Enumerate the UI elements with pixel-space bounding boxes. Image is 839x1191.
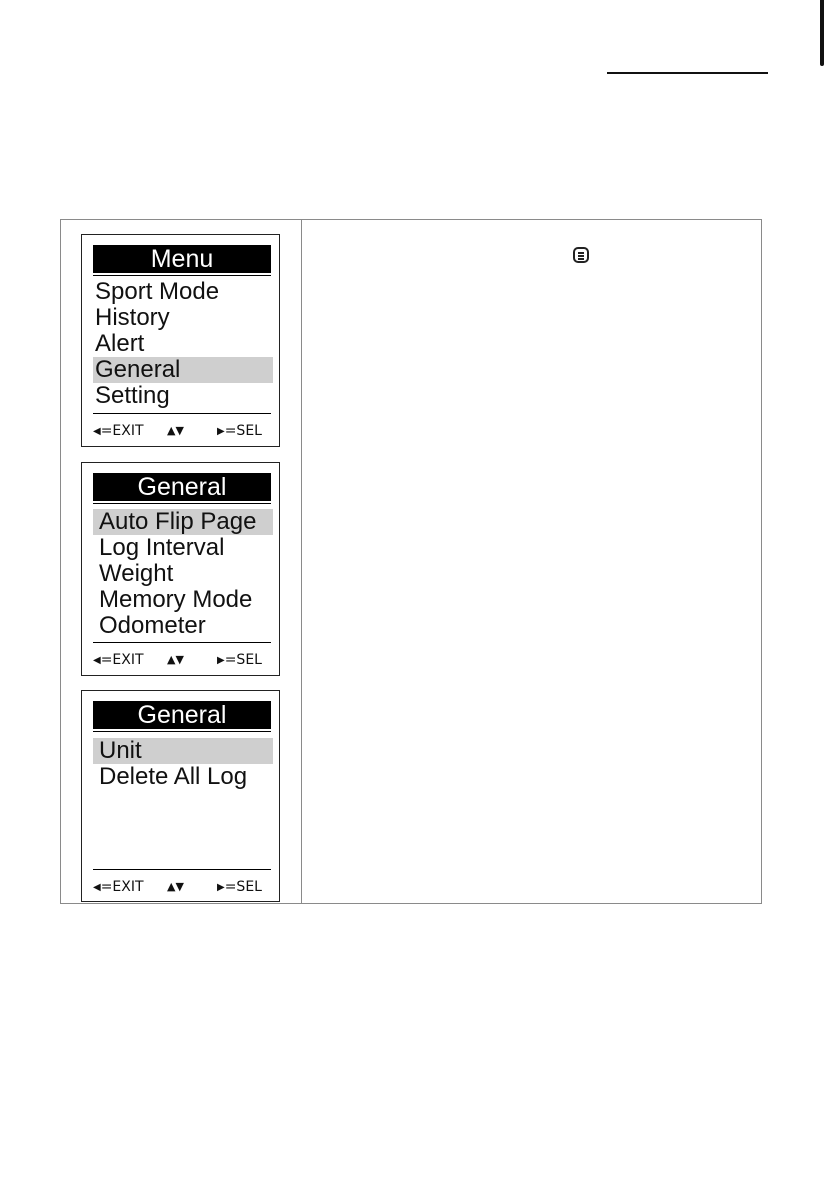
footer-rule (93, 413, 271, 414)
up-triangle-icon: ▲ (167, 653, 176, 666)
up-triangle-icon: ▲ (167, 424, 176, 437)
down-triangle-icon: ▼ (175, 880, 184, 893)
lcd-title: General (93, 701, 271, 729)
right-triangle-icon: ▶ (217, 655, 225, 666)
down-triangle-icon: ▼ (175, 653, 184, 666)
menu-item-log-interval[interactable]: Log Interval (99, 534, 225, 561)
lcd-footer (93, 422, 273, 440)
select-hint: ▶=SEL (217, 423, 262, 439)
title-rule (93, 731, 271, 732)
column-divider (301, 220, 302, 903)
select-hint: ▶=SEL (217, 652, 262, 668)
page-edge-mark (820, 0, 824, 66)
footer-rule (93, 642, 271, 643)
menu-item-setting[interactable]: Setting (95, 382, 170, 409)
menu-item-sport-mode[interactable]: Sport Mode (95, 278, 220, 305)
menu-item-odometer[interactable]: Odometer (99, 612, 206, 639)
menu-item-history[interactable]: History (95, 304, 170, 331)
menu-item-auto-flip-page[interactable]: Auto Flip Page (93, 509, 273, 535)
lcd-menu-list (93, 279, 273, 409)
left-triangle-icon: ◀ (93, 655, 101, 666)
select-hint: ▶=SEL (217, 879, 262, 895)
nav-hint (167, 878, 184, 896)
nav-hint (167, 422, 184, 440)
lcd-title: Menu (93, 245, 271, 273)
lcd-menu-list (93, 738, 273, 790)
lcd-screen-menu (81, 234, 280, 447)
title-rule (93, 275, 271, 276)
exit-hint: ◀=EXIT (93, 652, 144, 668)
menu-item-unit[interactable]: Unit (93, 738, 273, 764)
lcd-screen-general-2 (81, 690, 280, 902)
exit-hint: ◀=EXIT (93, 879, 144, 895)
footer-rule (93, 869, 271, 870)
header-rule (607, 72, 768, 74)
right-triangle-icon: ▶ (217, 426, 225, 437)
content-table (60, 219, 762, 904)
nav-hint (167, 651, 184, 669)
lcd-footer (93, 878, 273, 896)
title-rule (93, 503, 271, 504)
menu-item-delete-all-log[interactable]: Delete All Log (99, 763, 248, 790)
exit-hint: ◀=EXIT (93, 423, 144, 439)
lcd-menu-list (93, 509, 273, 639)
lcd-title: General (93, 473, 271, 501)
menu-item-weight[interactable]: Weight (99, 560, 174, 587)
lcd-footer (93, 651, 273, 669)
lcd-screen-general-1 (81, 462, 280, 676)
menu-item-memory-mode[interactable]: Memory Mode (99, 586, 253, 613)
left-triangle-icon: ◀ (93, 882, 101, 893)
left-triangle-icon: ◀ (93, 426, 101, 437)
menu-item-alert[interactable]: Alert (95, 330, 145, 357)
menu-item-general[interactable]: General (93, 357, 273, 383)
right-triangle-icon: ▶ (217, 882, 225, 893)
menu-key-icon (573, 247, 589, 263)
up-triangle-icon: ▲ (167, 880, 176, 893)
down-triangle-icon: ▼ (175, 424, 184, 437)
